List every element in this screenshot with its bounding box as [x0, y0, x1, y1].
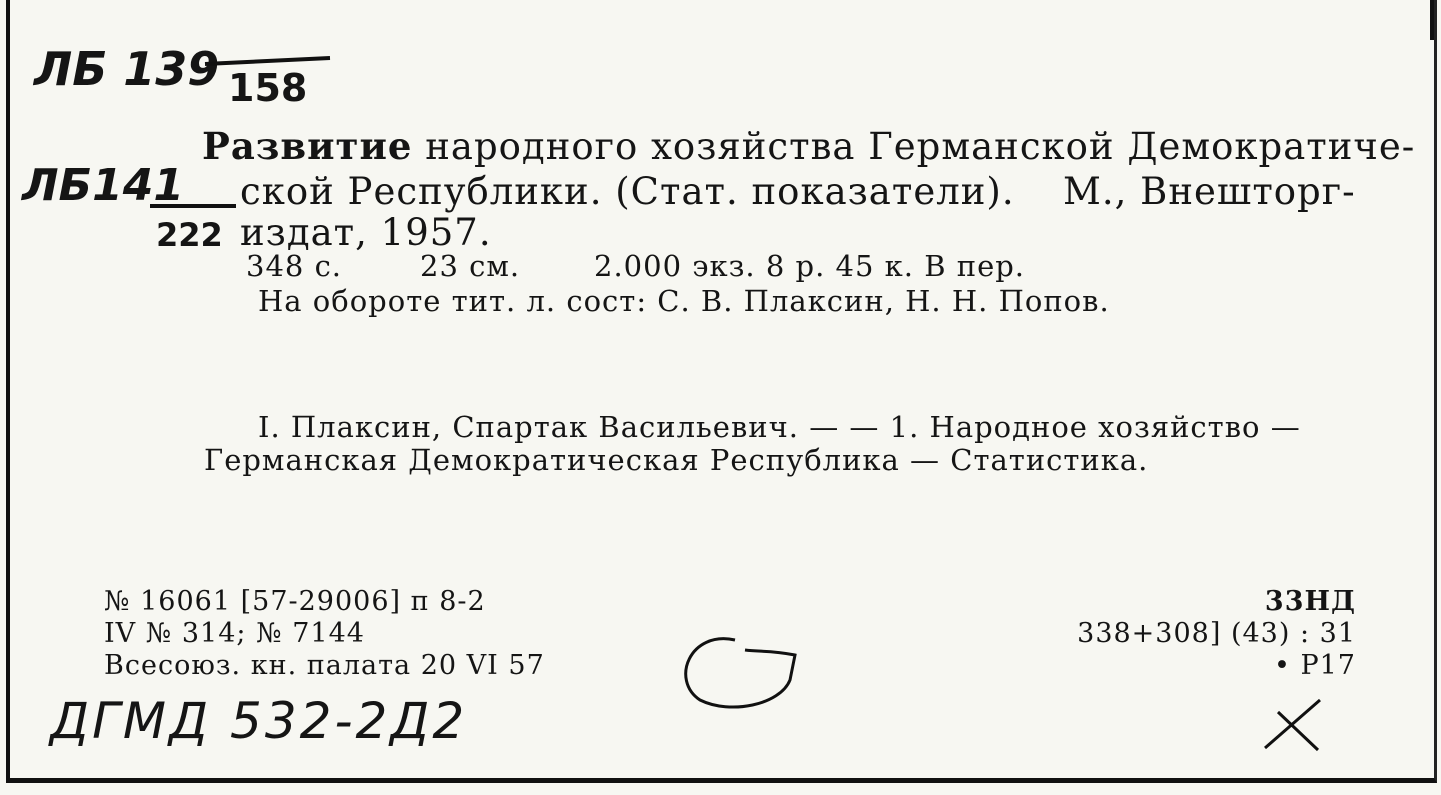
entry-compilers: На обороте тит. л. сост: С. В. Плаксин, Н. Н. Попов.: [258, 284, 1110, 318]
entry-title-line-3: издат, 1957.: [240, 211, 492, 254]
handwritten-shelfmark-1: ЛБ 139: [34, 42, 220, 96]
tracing-line-2: Германская Демократическая Республика — Статистика.: [204, 443, 1149, 477]
handwritten-shelfmark-1-denominator: 158: [228, 66, 308, 110]
tracing-line-1: I. Плаксин, Спартак Васильевич. — — 1. Народное хозяйство —: [258, 410, 1301, 444]
entry-title-line-2: ской Республики. (Стат. показатели).: [240, 170, 1015, 213]
handwritten-shelfmark-2: ЛБ141: [22, 160, 184, 211]
footer-right-line-3: • Р17: [1273, 650, 1356, 681]
footer-left-line-1: № 16061 [57-29006] п 8-2: [104, 586, 486, 617]
footer-right-line-2: 338+308] (43) : 31: [1077, 618, 1356, 649]
entry-title-bold-word: Развитие: [202, 124, 413, 168]
entry-size: 23 см.: [420, 249, 521, 283]
entry-publisher: М., Внешторг-: [1063, 170, 1356, 213]
entry-title-line-1: [202, 124, 1415, 168]
footer-left-line-2: IV № 314; № 7144: [104, 618, 365, 649]
footer-left-line-3: Всесоюз. кн. палата 20 VI 57: [104, 650, 545, 681]
shelfmark-1-fraction-line: [205, 58, 330, 64]
handwritten-loop-mark: [686, 639, 795, 707]
handwritten-cross-mark: [1265, 700, 1320, 750]
entry-title-rest: народного хозяйства Германской Демократиче-: [412, 125, 1416, 168]
entry-pages: 348 с.: [246, 249, 343, 283]
handwritten-bottom-code: ДГМД 532-2Д2: [50, 692, 468, 750]
handwritten-shelfmark-2-denominator: 222: [156, 216, 223, 254]
footer-right-line-1: 33НД: [1264, 586, 1356, 617]
entry-copies-price: 2.000 экз. 8 р. 45 к. В пер.: [594, 249, 1026, 283]
